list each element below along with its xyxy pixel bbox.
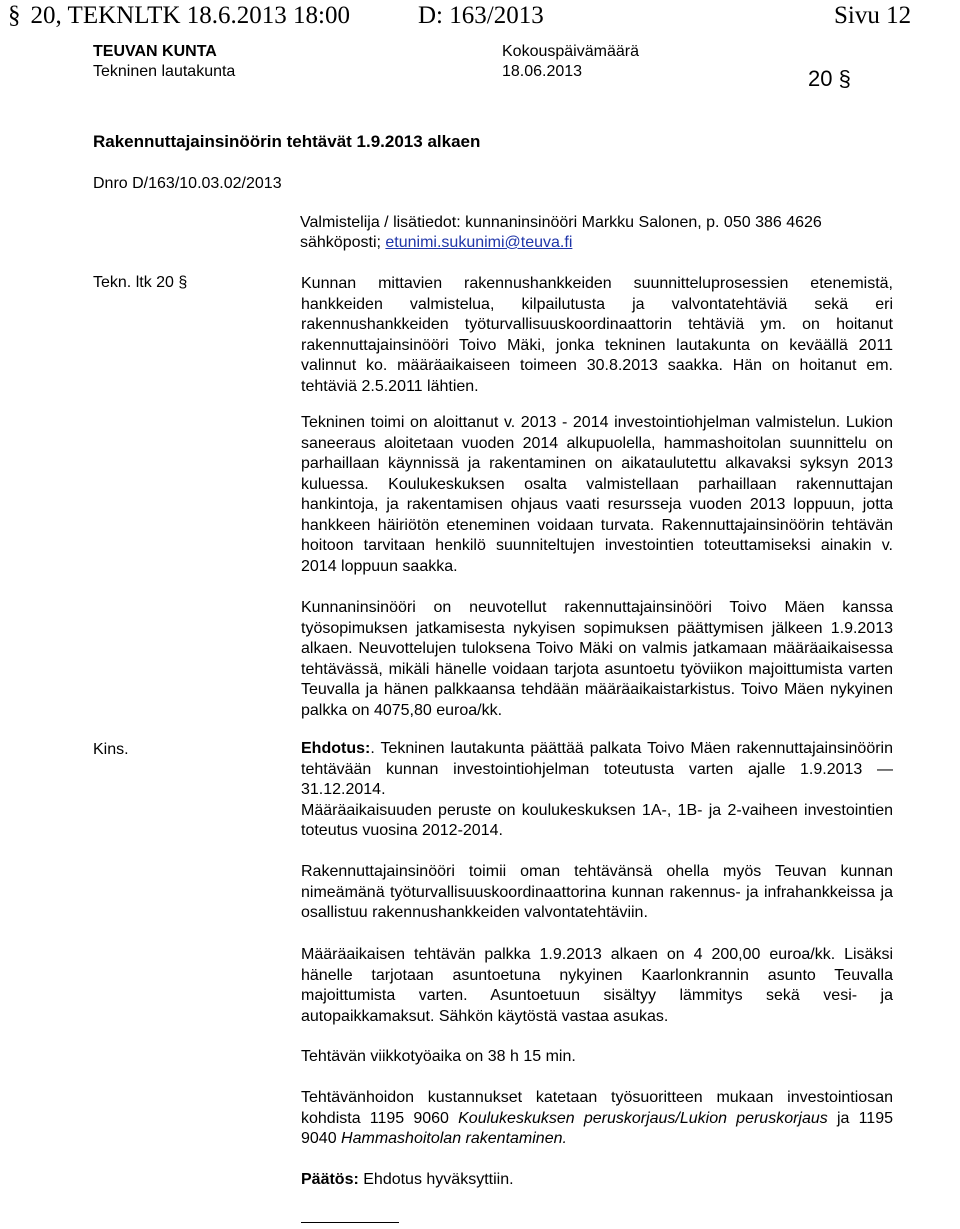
decision-heading: Päätös: (301, 1171, 359, 1188)
paragraph-text: Rakennuttajainsinööri toimii oman tehtävänsä ohella myös Teuvan kunnan nimeämänä työturvallisuuskoordinaattorina kunnan rakennus- ja infrahankkeissa ja osallistuu rakennushankkeiden valvontatehtäviin. (301, 863, 893, 921)
email-link[interactable]: etunimi.sukunimi@teuva.fi (385, 234, 573, 251)
paragraph-background (301, 274, 893, 397)
decision-text (301, 1170, 893, 1191)
preparer-line: Valmistelija / lisätiedot: kunnaninsinööri Markku Salonen, p. 050 386 4626 (300, 214, 822, 231)
costs-project-2: Hammashoitolan rakentaminen. (341, 1130, 567, 1147)
page-header-line (8, 2, 912, 30)
page-label: Sivu 12 (834, 2, 912, 29)
paragraph-negotiation (301, 598, 893, 721)
paragraph-text: Kunnan mittavien rakennushankkeiden suunnitteluprosessien etenemistä, hankkeiden valmistelua, kilpailutusta ja valvontatehtäviä sekä eri rakennushankkeiden työturvallisuuskoordinaattorin tehtäviä ym. on hoitanut rakennuttajainsinööri Toivo Mäki, jonka tekninen lautakunta on keväällä 2011 valinnut ko. määräaikaiseen toimeen 30.8.2013 saakka. Hän on hoitanut em. tehtäviä 2.5.2011 lähtien. (301, 275, 893, 395)
email-line (300, 234, 572, 252)
email-label: sähköposti; (300, 234, 386, 251)
paragraph-text (301, 1088, 893, 1150)
paragraph-costs (301, 1088, 893, 1150)
proposal-body: . Tekninen lautakunta päättää palkata Toivo Mäen rakennuttajainsinöörin tehtävään kunnan investointiohjelman toteutusta varten ajalle 1.9.2013 — 31.12.2014. (301, 740, 893, 798)
paragraph-number-value: 20 (808, 66, 833, 91)
footer-rule (301, 1222, 399, 1223)
costs-project-1: Koulukeskuksen peruskorjaus/Lukion peruskorjaus (458, 1109, 828, 1127)
paragraph-proposal (301, 739, 893, 842)
costs-text-a: Tehtävänhoidon kustannukset katetaan työsuoritteen mukaan investointiosan kohdista 1195 9060 (301, 1089, 893, 1127)
section-line: 20, TEKNLTK 18.6.2013 18:00 (30, 2, 350, 29)
paragraph-salary (301, 945, 893, 1027)
board-name: Tekninen lautakunta (93, 63, 236, 80)
proposal-heading: Ehdotus: (301, 740, 371, 757)
paragraph-text: Kunnaninsinööri on neuvotellut rakennuttajainsinööri Toivo Mäen kanssa työsopimuksen jatkamisesta nykyisen sopimuksen päättymisen jälkeen 1.9.2013 alkaen. Neuvottelujen tuloksena Toivo Mäki on valmis jatkamaan määräaikaisessa tehtävässä, mikäli hänelle voidaan tarjota asuntoetu työviikon majoittumista varten Teuvalla ja hänen palkkaansa tehdään määräaikaistarkistus. Toivo Mäen nykyinen palkka on 4075,80 euroa/kk. (301, 599, 893, 719)
meeting-date: 18.06.2013 (502, 63, 583, 80)
paragraph-decision (301, 1170, 893, 1191)
organization-name: TEUVAN KUNTA (93, 43, 217, 60)
kins-label: Kins. (93, 741, 129, 758)
costs-text-b: ja 1195 9040 (301, 1109, 894, 1147)
board-reference-text: Tekn. ltk 20 (93, 274, 174, 291)
document-title: Rakennuttajainsinöörin tehtävät 1.9.2013 alkaen (93, 132, 481, 151)
paragraph-number (808, 66, 851, 92)
paragraph-text: Tehtävän viikkotyöaika on 38 h 15 min. (301, 1048, 576, 1065)
paragraph-working-hours (301, 1047, 893, 1068)
decision-body: Ehdotus hyväksyttiin. (358, 1171, 514, 1188)
meeting-date-label: Kokouspäivämäärä (502, 43, 639, 60)
board-reference-sign: § (178, 274, 188, 291)
proposal-basis: Määräaikaisuuden peruste on koulukeskuksen 1A-, 1B- ja 2-vaiheen investointien toteutus vuosina 2012-2014. (301, 801, 893, 839)
board-reference-label (93, 274, 187, 292)
section-sign: § (8, 2, 21, 29)
paragraph-sign: § (838, 66, 851, 91)
paragraph-duties (301, 862, 893, 924)
paragraph-investment-program (301, 413, 893, 577)
record-number: Dnro D/163/10.03.02/2013 (93, 175, 282, 192)
d-number: D: 163/2013 (418, 2, 544, 29)
paragraph-text: Tekninen toimi on aloittanut v. 2013 - 2014 investointiohjelman valmistelun. Lukion saneeraus aloitetaan vuoden 2014 alkupuolella, hammashoitolan suunnittelu on parhaillaan käynnissä ja rakentaminen on aikataulutettu alkavaksi syksyn 2013 kuluessa. Koulukeskuksen osalta valmistellaan parhaillaan rakennuttajan hankintoja, ja rakentamisen ohjaus vaati resursseja vuoden 2013 loppuun, jotta hankkeen häiriötön eteneminen voidaan turvata. Rakennuttajainsinöörin tehtävän hoitoon tarvitaan henkilö suunniteltujen investointien toteuttamiseksi ainakin v. 2014 loppuun saakka. (301, 414, 893, 575)
proposal-text (301, 739, 893, 801)
paragraph-text: Määräaikaisen tehtävän palkka 1.9.2013 alkaen on 4 200,00 euroa/kk. Lisäksi hänelle tarjotaan asuntoetuna nykyinen Kaarlonkrannin asunto Teuvalla majoittumista varten. Asuntoetuun sisältyy lämmitys sekä vesi- ja autopaikkamaksut. Sähkön käytöstä vastaa asukas. (301, 946, 893, 1025)
